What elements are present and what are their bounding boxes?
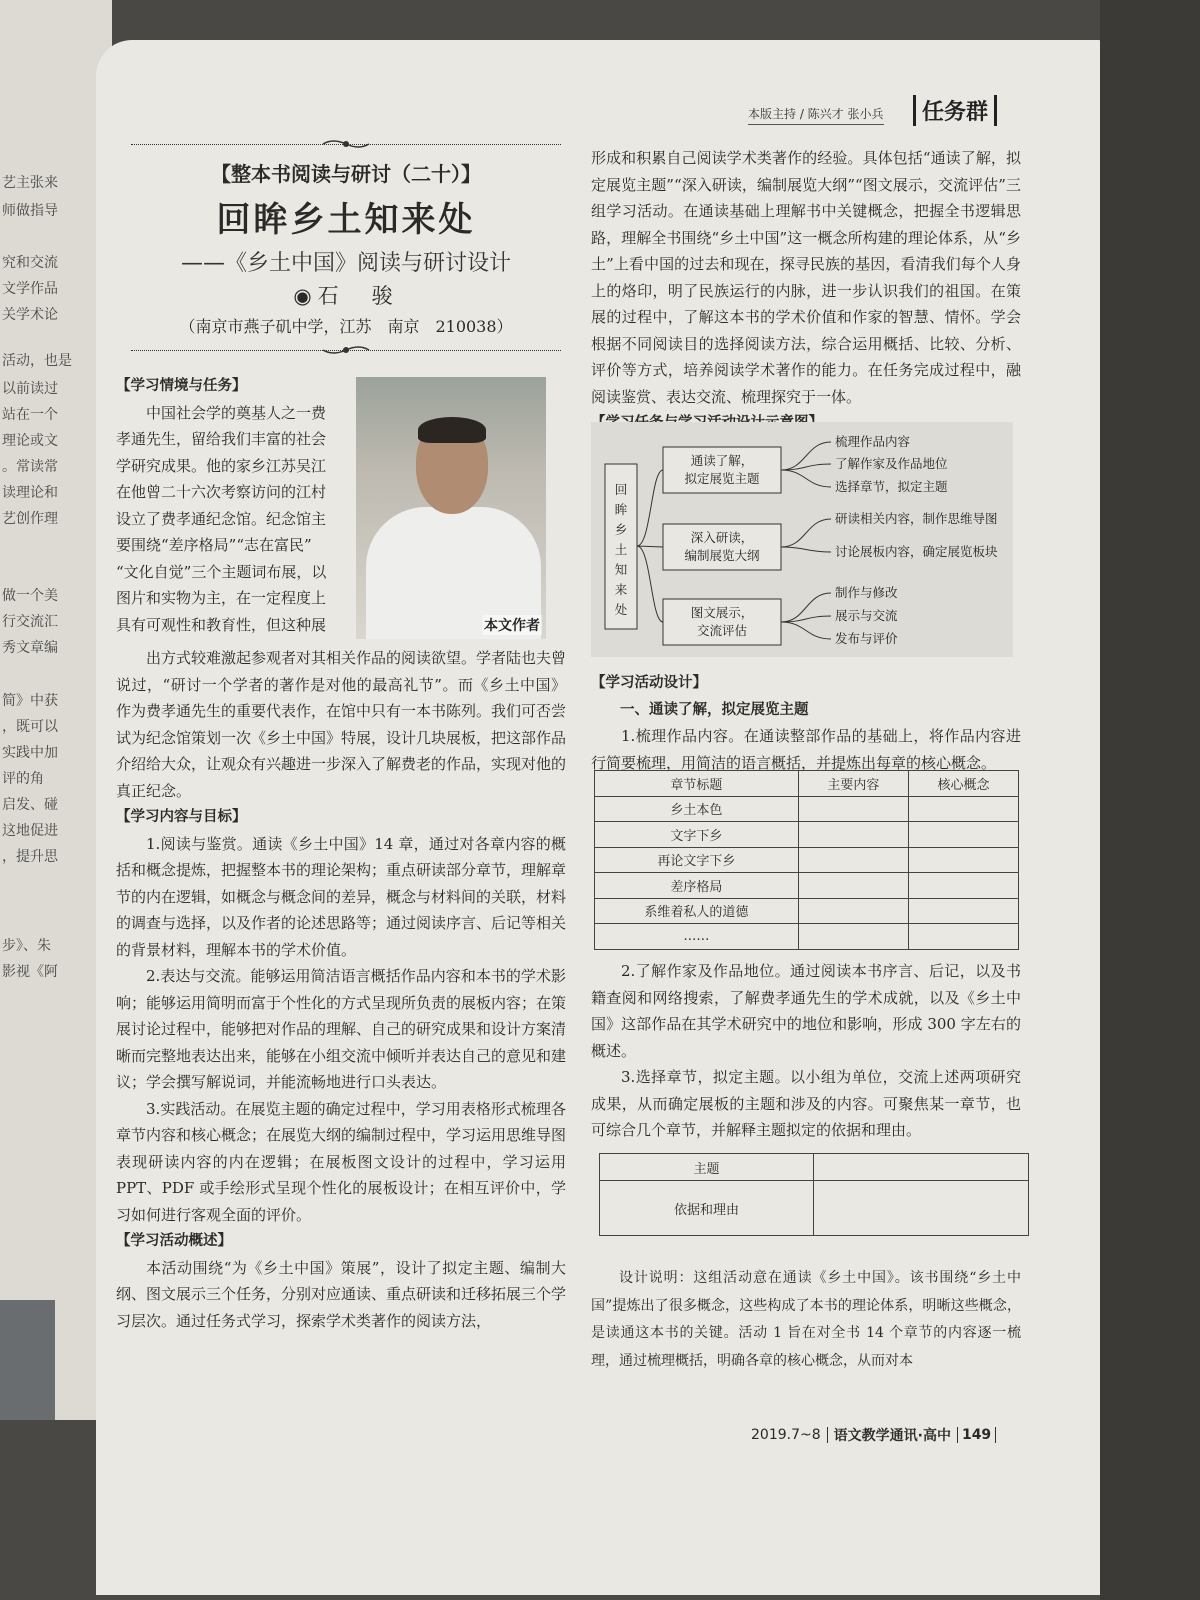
text-line: 学研究成果。他的家乡江苏吴江 [116, 456, 327, 475]
main-title: 回眸乡土知来处 [216, 200, 476, 240]
page-number: 149 [957, 1427, 996, 1443]
table-header: 主要内容 [798, 771, 908, 797]
text-line: 要围绕“差序格局”“志在富民” [116, 536, 312, 554]
chapter-title-cell: 系维着私人的道德 [595, 898, 799, 924]
series-title: 【整本书阅读与研讨（二十）】 [211, 162, 481, 186]
ornament-icon [321, 344, 371, 356]
diagram-task-label: 交流评估 [696, 623, 748, 638]
diagram-leaf-label: 展示与交流 [835, 608, 898, 623]
diagram-task-label: 深入研读， [690, 530, 754, 545]
diagram-task-label: 图文展示， [690, 605, 754, 620]
paragraph: 形成和积累自己阅读学术类著作的经验。具体包括“通读了解，拟定展览主题”“深入研读，编制展览大纲”“图文展示，交流评估”三组学习活动。在通读基础上理解书中关键概念，把握全书逻辑思路，理解全书围绕“乡土中国”这一概念所构建的理论体系，从“乡土”上看中国的过去和现在，探寻民族的基因，看清我们每个人身上的烙印，明了民族运行的内脉，进一步认识我们的祖国。在策展的过程中，了解这本书的学术价值和作家的智慧、情怀。学会根据不同阅读目的选择阅读方法，综合运用概括、比较、分析、评价等方式，培养阅读学术著作的能力。在任务完成过程中，融阅读鉴赏、表达交流、梳理探究于一体。 [591, 149, 1021, 406]
paragraph: 本活动围绕“为《乡土中国》策展”，设计了拟定主题、编制大纲、图文展示三个任务，分别对应通读、重点研读和迁移拓展三个学习层次。通过任务式学习，探索学术类著作的阅读方法， [116, 1258, 567, 1330]
table-header: 核心概念 [908, 771, 1018, 797]
magazine-page [96, 40, 1106, 1595]
adjacent-text-fragment: 艺主张来 [2, 175, 58, 191]
author-photo [356, 377, 546, 639]
adjacent-text-fragment: 艺创作理 [2, 511, 58, 527]
affiliation: （南京市燕子矶中学，江苏 南京 210038） [179, 317, 513, 336]
diagram-root-char: 土 [614, 542, 628, 557]
adjacent-text-fragment: ，提升思 [2, 849, 58, 865]
table-cell [908, 796, 1018, 822]
diagram-task-label: 编制展览大纲 [684, 548, 760, 563]
table-row [595, 822, 1019, 848]
diagram-root-char: 乡 [614, 522, 628, 537]
diagram-leaf-label: 了解作家及作品地位 [835, 456, 948, 471]
diagram-leaf-label: 选择章节，拟定主题 [835, 479, 948, 494]
section-heading: 【学习内容与目标】 [116, 809, 247, 825]
page-footer [751, 1425, 1051, 1451]
text-line: 具有可观性和教育性，但这种展 [116, 615, 327, 634]
adjacent-text-fragment: 这地促进 [2, 823, 58, 839]
journal-name: 语文教学通讯·高中 [833, 1428, 951, 1444]
page-header [748, 95, 1038, 131]
adjacent-text-fragment: 简》中获 [2, 693, 58, 709]
background-shadow [1100, 0, 1200, 1600]
author: ◉石 骏 [293, 284, 399, 308]
photo-caption: 本文作者 [482, 615, 542, 635]
text-line: 中国社会学的奠基人之一费 [146, 403, 327, 422]
diagram-root-char: 眸 [614, 502, 628, 517]
table-row [595, 924, 1019, 950]
right-intro [591, 145, 1021, 437]
text-line: “文化自觉”三个主题词布展，以 [116, 562, 327, 581]
table-row [595, 847, 1019, 873]
adjacent-text-fragment: 文学作品 [2, 281, 58, 297]
chapter-title-cell: 再论文字下乡 [595, 847, 799, 873]
paragraph: 出方式较难激起参观者对其相关作品的阅读欲望。学者陆也夫曾说过，“研讨一个学者的著作是对他的最高礼节”。而《乡土中国》作为费孝通先生的重要代表作，在馆中只有一本书陈列。我们可否尝试为纪念馆策划一次《乡土中国》特展，设计几块展板，把这部作品介绍给大众，让观众有兴趣进一步深入了解费老的作品，实现对他的真正纪念。 [116, 649, 567, 800]
table-cell [908, 898, 1018, 924]
diagram-leaf-label: 讨论展板内容，确定展览板块 [835, 544, 998, 559]
table-cell [798, 873, 908, 899]
table-row [595, 898, 1019, 924]
paragraph: 1.梳理作品内容。在通读整部作品的基础上，将作品内容进行简要梳理，用简洁的语言概括，并提炼出每章的核心概念。 [591, 727, 1021, 772]
table-cell: 主题 [600, 1154, 814, 1181]
table-header: 章节标题 [595, 771, 799, 797]
table-cell [908, 873, 1018, 899]
diagram-leaf-label: 发布与评价 [835, 631, 898, 646]
table-cell [908, 924, 1018, 950]
table-cell [908, 847, 1018, 873]
table-cell [814, 1181, 1029, 1236]
paragraph: 2.表达与交流。能够运用简洁语言概括作品内容和本书的学术影响；能够运用简明而富于个性化的方式呈现所负责的展板内容；在策展讨论过程中，能够把对作品的理解、自己的研究成果和设计方案清晰而完整地表达出来，能够在小组交流中倾听并表达自己的意见和建议；学会撰写解说词，并能流畅地进行口头表达。 [116, 967, 567, 1091]
paragraph: 2.了解作家及作品地位。通过阅读本书序言、后记，以及书籍查阅和网络搜索，了解费孝通先生的学术成就，以及《乡土中国》这部作品在其学术研究中的地位和影响，形成 300 字左右的概述。 [591, 962, 1021, 1060]
adjacent-text-fragment: 秀文章编 [2, 640, 58, 656]
diagram-root-char: 处 [614, 602, 628, 617]
article-title-block [131, 130, 561, 360]
activity-design [591, 670, 1021, 776]
paragraph: 设计说明：这组活动意在通读《乡土中国》。该书围绕“乡土中国”提炼出了很多概念，这些构成了本书的理论体系，明晰这些概念，是读通这本书的关键。活动 1 旨在对全书 14 个章节的内容逐一梳理，通过梳理概括，明确各章的核心概念，从而对本 [591, 1270, 1021, 1369]
design-note [591, 1265, 1021, 1375]
table-cell [798, 847, 908, 873]
table-cell [798, 924, 908, 950]
chapter-title-cell: 差序格局 [595, 873, 799, 899]
chapter-table [594, 770, 1019, 950]
adjacent-text-fragment: 实践中加 [2, 745, 58, 761]
section-heading: 【学习情境与任务】 [116, 378, 247, 394]
issue-date: 2019.7~8 [751, 1427, 821, 1443]
adjacent-text-fragment: 影视《阿 [2, 964, 58, 980]
section-heading: 【学习活动概述】 [116, 1233, 232, 1249]
diagram-task-label: 通读了解， [690, 453, 754, 468]
adjacent-text-fragment: 理论或文 [2, 433, 58, 449]
adjacent-text-fragment: 以前读过 [2, 381, 58, 397]
task-diagram [591, 422, 1013, 657]
chapter-title-cell: 乡土本色 [595, 796, 799, 822]
ornament-icon [321, 138, 371, 150]
adjacent-text-fragment: 究和交流 [2, 255, 58, 271]
activity-2-3 [591, 958, 1021, 1144]
adjacent-text-fragment: 做一个美 [2, 588, 58, 604]
adjacent-text-fragment: 。常读常 [2, 459, 58, 475]
adjacent-text-fragment: 步》、朱 [2, 938, 51, 954]
text-line: 图片和实物为主，在一定程度上 [116, 589, 327, 607]
diagram-leaf-label: 研读相关内容，制作思维导图 [835, 511, 998, 526]
table-cell: 依据和理由 [600, 1181, 814, 1236]
chapter-title-cell: …… [595, 924, 799, 950]
subsection-heading: 一、通读了解，拟定展览主题 [620, 701, 809, 718]
paragraph: 3.实践活动。在展览主题的确定过程中，学习用表格形式梳理各章节内容和核心概念；在展览大纲的编制过程中，学习运用思维导图表现研读内容的内在逻辑；在展板图文设计的过程中，学习运用 PPT、PDF 或手绘形式呈现个性化的展板设计；在相互评价中，学习如何进行客观全面的评价。 [116, 1099, 567, 1224]
table-cell [798, 822, 908, 848]
table-cell [798, 898, 908, 924]
theme-table [599, 1153, 1029, 1236]
text-line: 设立了费孝通纪念馆。纪念馆主 [116, 509, 327, 528]
subtitle: ——《乡土中国》阅读与研讨设计 [180, 251, 511, 276]
situation-intro [116, 373, 356, 638]
left-column-body [116, 645, 566, 1334]
section-heading: 【学习活动设计】 [591, 675, 707, 691]
table-row [595, 873, 1019, 899]
adjacent-text-fragment: ，既可以 [2, 719, 58, 735]
adjacent-text-fragment: 站在一个 [2, 407, 58, 423]
table-cell [798, 796, 908, 822]
adjacent-photo-fragment [0, 1300, 55, 1420]
paragraph: 1.阅读与鉴赏。通读《乡土中国》14 章，通过对各章内容的概括和概念提炼，把握整本书的理论架构；重点研读部分章节，理解章节的内在逻辑，如概念与概念间的差异，概念与材料间的关联，材料的调查与选择，以及作者的论述思路等；通过阅读序言、后记等相关的背景材料，理解本书的学术价值。 [116, 834, 567, 959]
header-section: 任务群 [913, 95, 997, 126]
diagram-leaf-label: 制作与修改 [835, 585, 898, 600]
chapter-title-cell: 文字下乡 [595, 822, 799, 848]
paragraph: 3.选择章节，拟定主题。以小组为单位，交流上述两项研究成果，从而确定展板的主题和涉及的内容。可聚焦某一章节，也可综合几个章节，并解释主题拟定的依据和理由。 [591, 1068, 1021, 1139]
diagram-root-char: 来 [614, 582, 628, 597]
adjacent-text-fragment: 师做指导 [2, 203, 58, 219]
adjacent-text-fragment: 读理论和 [2, 485, 58, 501]
adjacent-text-fragment: 活动，也是 [2, 353, 72, 369]
diagram-leaf-label: 梳理作品内容 [835, 434, 911, 449]
adjacent-text-fragment: 评的角 [2, 771, 44, 787]
table-cell [814, 1154, 1029, 1181]
text-line: 在他曾二十六次考察访问的江村 [116, 483, 327, 501]
adjacent-text-fragment: 行交流汇 [2, 614, 58, 630]
table-row [595, 796, 1019, 822]
diagram-root-char: 知 [614, 562, 628, 577]
diagram-root-char: 回 [614, 482, 628, 497]
header-host: 本版主持 / 陈兴才 张小兵 [748, 105, 884, 125]
adjacent-text-fragment: 关学术论 [2, 307, 58, 323]
adjacent-text-fragment: 启发、碰 [2, 797, 58, 813]
diagram-task-label: 拟定展览主题 [684, 471, 760, 486]
text-line: 孝通先生，留给我们丰富的社会 [116, 430, 327, 448]
table-cell [908, 822, 1018, 848]
